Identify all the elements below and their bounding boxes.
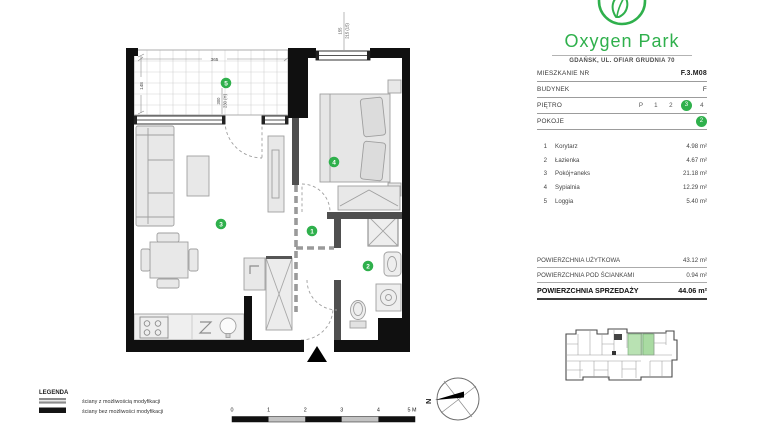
pokoje-count-badge: 2 [696, 116, 707, 127]
brand-divider [552, 55, 692, 56]
unit-info-table [537, 66, 707, 130]
budynek-value: F [702, 86, 707, 93]
brand-logo [535, 0, 709, 64]
floor-option-4: 4 [700, 102, 704, 109]
brand-name: Oxygen Park [564, 31, 680, 51]
floor-option-1: 1 [654, 102, 658, 109]
scale-bar [231, 408, 417, 423]
room-row-korytarz: 1 Korytarz 4.98 m² [543, 143, 707, 151]
shower [368, 216, 398, 246]
mini-plan-unit-highlight [628, 334, 642, 355]
mini-plan-shaft [612, 351, 616, 355]
coffee-table [187, 156, 209, 196]
dim-window-width: 155 [337, 27, 343, 35]
bedroom-window [316, 51, 370, 60]
dim-door-height: 230 (H) [222, 94, 228, 108]
bed [320, 94, 390, 182]
legend [39, 390, 163, 415]
room-row-sypialnia: 4 Sypialnia 12.29 m² [543, 184, 707, 192]
nightstand-top [388, 80, 401, 93]
compass-north-label: N [424, 398, 433, 404]
legend-label-modifiable: ściany z możliwością modyfikacji [82, 399, 161, 405]
svg-text:5: 5 [224, 80, 228, 88]
floor-option-3-active: 3 [681, 100, 692, 111]
mini-building-plan [566, 329, 677, 380]
scale-labels [231, 408, 417, 414]
stove [140, 317, 168, 338]
toilet [350, 301, 366, 329]
svg-text:1: 1 [267, 407, 271, 414]
room-row-lazienka: 2 Łazienka 4.67 m² [543, 156, 707, 164]
floor-selector [636, 100, 707, 111]
row-budynek [537, 82, 707, 98]
marker-sypialnia [329, 157, 340, 168]
area-summary [537, 253, 707, 300]
svg-text:2: 2 [303, 407, 307, 414]
row-powierzchnia-sprzedazy: POWIERZCHNIA SPRZEDAŻY 44.06 m² [537, 283, 707, 300]
wardrobe-hall [266, 256, 292, 330]
marker-korytarz [307, 226, 318, 237]
floor-option-2: 2 [669, 102, 673, 109]
leaf-logo-icon [596, 0, 648, 30]
svg-text:4: 4 [376, 407, 380, 414]
dim-window-height: 215 (15) [344, 23, 350, 39]
svg-text:3: 3 [219, 221, 223, 229]
svg-text:1: 1 [310, 228, 314, 236]
hall-cabinet [244, 258, 265, 290]
sofa [136, 126, 174, 226]
pietro-label: PIĘTRO [537, 102, 562, 109]
svg-text:0: 0 [230, 407, 234, 414]
dim-door-width: 300 [216, 97, 221, 105]
svg-text:5 M: 5 M [407, 407, 417, 414]
svg-text:2: 2 [366, 263, 370, 271]
row-pietro [537, 98, 707, 114]
dim-loggia-width: 365 [210, 57, 219, 62]
compass [424, 378, 479, 420]
bedroom-door-arc [302, 184, 330, 212]
entrance-arrow [307, 346, 327, 362]
washing-machine [376, 284, 401, 311]
bathroom-door-arc [307, 280, 337, 310]
legend-swatch-modifiable [39, 398, 66, 404]
pokoje-label: POKOJE [537, 118, 565, 125]
bathroom-sink [384, 252, 401, 276]
budynek-label: BUDYNEK [537, 86, 570, 93]
row-pokoje [537, 114, 707, 130]
legend-label-fixed: ściany bez możliwości modyfikacji [82, 408, 164, 415]
room-row-pokoj-aneks: 3 Pokój+aneks 21.18 m² [543, 170, 707, 178]
mieszkanie-label: MIESZKANIE NR [537, 70, 590, 77]
room-list [537, 140, 707, 208]
row-mieszkanie [537, 66, 707, 82]
marker-lazienka [363, 261, 374, 272]
loggia-window [134, 116, 288, 125]
room-row-loggia: 5 Loggia 5.40 m² [543, 197, 707, 205]
row-powierzchnia-pod-sciankami: POWIERZCHNIA POD ŚCIANKAMI 0.94 m² [537, 268, 707, 283]
svg-text:4: 4 [332, 159, 336, 167]
tv-cabinet [268, 136, 284, 212]
balcony-door-arc [225, 121, 262, 158]
mini-plan-stairs [614, 334, 622, 340]
marker-loggia [221, 78, 232, 89]
mieszkanie-value: F.3.M08 [680, 70, 707, 77]
marker-pokoj-aneks [216, 219, 227, 230]
svg-text:3: 3 [340, 407, 344, 414]
legend-title: LEGENDA [39, 390, 69, 396]
row-powierzchnia-uzytkowa: POWIERZCHNIA UŻYTKOWA 43.12 m² [537, 253, 707, 268]
legend-swatch-fixed [39, 408, 66, 414]
info-panel [535, 0, 709, 295]
brand-address: GDAŃSK, UL. OFIAR GRUDNIA 70 [569, 58, 675, 64]
dim-loggia-depth: 148 [139, 82, 144, 90]
floor-option-p: P [638, 102, 644, 109]
wardrobe-bedroom [338, 186, 400, 210]
entrance-door-arc [301, 308, 333, 340]
dining-table [141, 233, 198, 288]
